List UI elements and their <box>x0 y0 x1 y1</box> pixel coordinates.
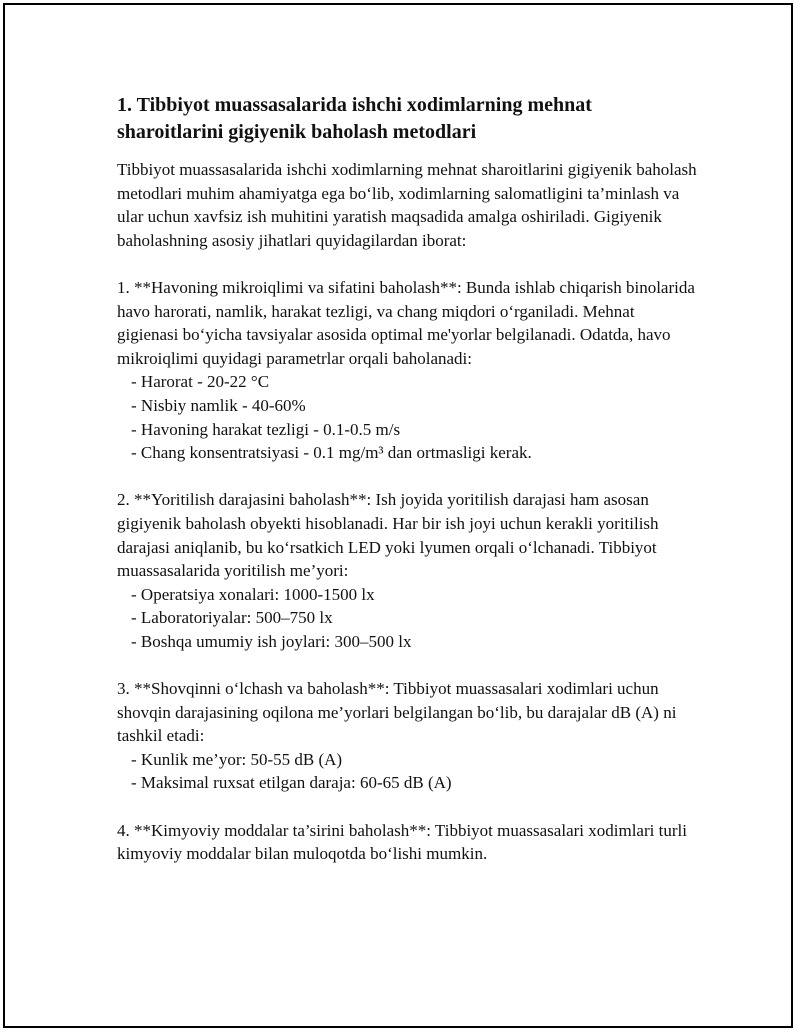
section-3-item: - Kunlik me’yor: 50-55 dB (A) <box>131 749 343 769</box>
section-1-item: - Harorat - 20-22 °C <box>131 372 270 392</box>
section-1-item: - Nisbiy namlik - 40-60% <box>131 395 306 415</box>
section-1-text: 1. **Havoning mikroiqlimi va sifatini baholash**: Bunda ishlab chiqarish binolarida havo harorati, namlik, harakat tezligi, va chang miqdori o‘rganiladi. Mehnat gigienasi bo‘yicha tavsiyalar asosida optimal me'yorlar belgilanadi. Odatda, havo mikroiqlimi quyidagi parametrlar orqali baholanadi: <box>117 277 695 368</box>
section-3-item: - Maksimal ruxsat etilgan daraja: 60-65 dB (A) <box>131 773 452 793</box>
section-2-item: - Boshqa umumiy ish joylari: 300–500 lx <box>131 631 412 651</box>
section-2-item: - Laboratoriyalar: 500–750 lx <box>131 608 333 628</box>
section-1-item: - Chang konsentratsiyasi - 0.1 mg/m³ dan ortmasligi kerak. <box>131 443 532 463</box>
document-title: 1. Tibbiyot muassasalarida ishchi xodimlarning mehnat sharoitlarini gigiyenik baholash metodlari <box>117 94 592 143</box>
section-3-text: 3. **Shovqinni o‘lchash va baholash**: Tibbiyot muassasalari xodimlari uchun shovqin darajasining oqilona me’yorlari belgilangan bo‘lib, bu darajalar dB (A) ni tashkil etadi: <box>117 679 677 746</box>
document-body <box>117 92 697 866</box>
intro-paragraph: Tibbiyot muassasalarida ishchi xodimlarning mehnat sharoitlarini gigiyenik baholash metodlari muhim ahamiyatga ega bo‘lib, xodimlarning salomatligini ta’minlash va ular uchun xavfsiz ish muhitini yaratish maqsadida amalga oshiriladi. Gigiyenik baholashning asosiy jihatlari quyidagilardan iborat: <box>117 160 697 250</box>
section-1-item: - Havoning harakat tezligi - 0.1-0.5 m/s <box>131 419 401 439</box>
section-4-text: 4. **Kimyoviy moddalar ta’sirini baholash**: Tibbiyot muassasalari xodimlari turli kimyoviy moddalar bilan muloqotda bo‘lishi mumkin. <box>117 820 687 864</box>
section-2-text: 2. **Yoritilish darajasini baholash**: Ish joyida yoritilish darajasi ham asosan gigiyenik baholash obyekti hisoblanadi. Har bir ish joyi uchun kerakli yoritilish darajasi aniqlanib, bu ko‘rsatkich LED yoki lyumen orqali o‘lchanadi. Tibbiyot muassasalarida yoritilish me’yori: <box>117 490 659 581</box>
section-2-item: - Operatsiya xonalari: 1000-1500 lx <box>131 584 375 604</box>
